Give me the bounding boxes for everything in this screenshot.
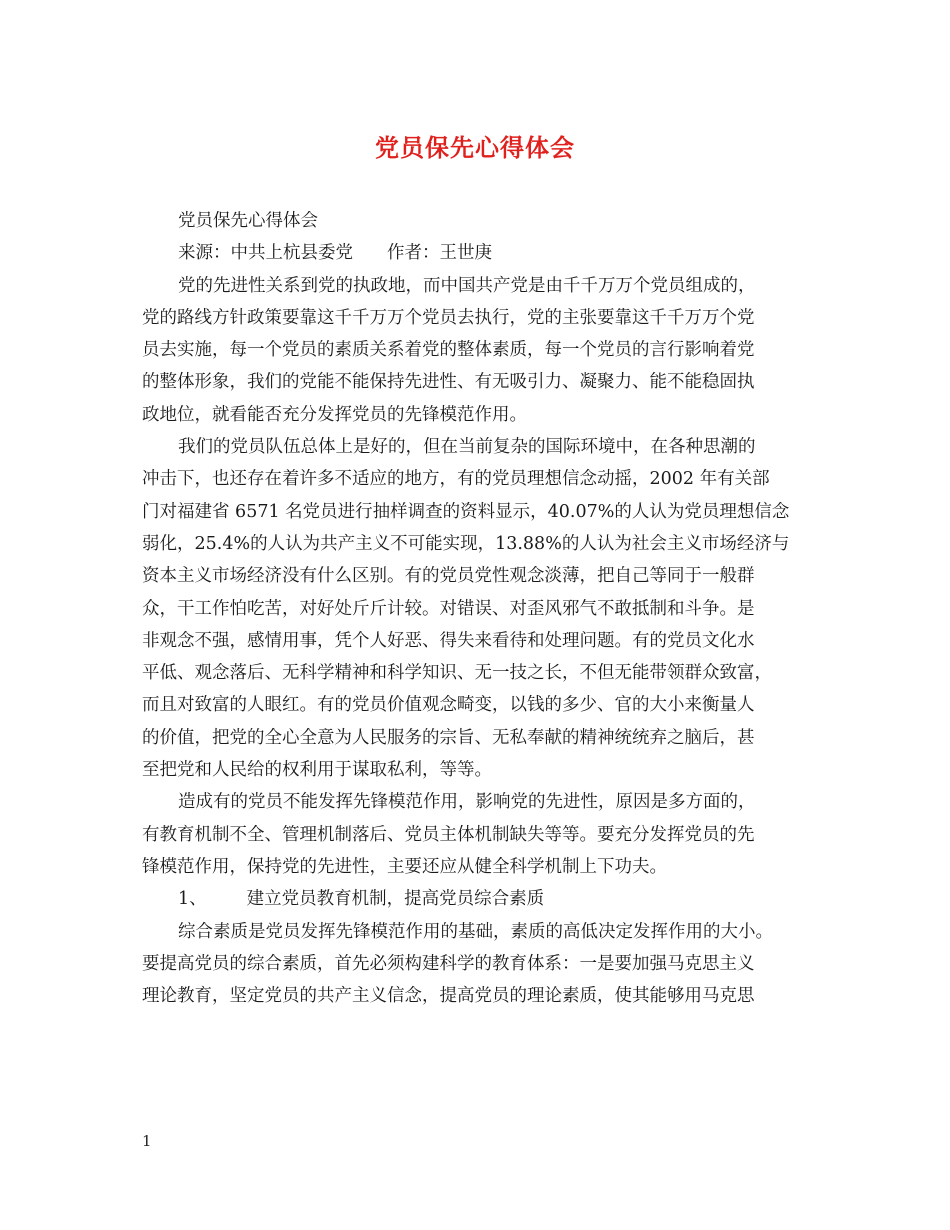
paragraph-line: 至把党和人民给的权利用于谋取私利，等等。: [142, 760, 492, 781]
paragraph-line: 的价值，把党的全心全意为人民服务的宗旨、无私奉献的精神统统弃之脑后，甚: [142, 727, 755, 748]
paragraph-line: 众，干工作怕吃苦，对好处斤斤计较。对错误、对歪风邪气不敢抵制和斗争。是: [142, 598, 755, 619]
paragraph-line: 我们的党员队伍总体上是好的，但在当前复杂的国际环境中，在各种思潮的: [178, 437, 756, 458]
paragraph-line: 造成有的党员不能发挥先锋模范作用，影响党的先进性，原因是多方面的，: [178, 792, 756, 813]
source-label: 来源：中共上杭县委党: [178, 243, 353, 264]
paragraph-line: 锋模范作用，保持党的先进性，主要还应从健全科学机制上下功夫。: [142, 856, 667, 877]
paragraph-line: 平低、观念落后、无科学精神和科学知识、无一技之长，不但无能带领群众致富，: [142, 663, 772, 684]
paragraph-line: 非观念不强，感情用事，凭个人好恶、得失来看待和处理问题。有的党员文化水: [142, 630, 755, 651]
paragraph-line: 综合素质是党员发挥先锋模范作用的基础，素质的高低决定发挥作用的大小。: [178, 921, 773, 942]
document-body: [142, 205, 814, 1012]
paragraph-line: 党的先进性关系到党的执政地，而中国共产党是由千千万万个党员组成的，: [178, 275, 756, 296]
document-title: 党员保先心得体会: [375, 133, 575, 162]
page-number: 1: [142, 1132, 152, 1150]
paragraph-line: 的整体形象，我们的党能不能保持先进性、有无吸引力、凝聚力、能不能稳固执: [142, 372, 755, 393]
paragraph-line: 有教育机制不全、管理机制落后、党员主体机制缺失等等。要充分发挥党员的先: [142, 824, 755, 845]
paragraph-line: 冲击下，也还存在着许多不适应的地方，有的党员理想信念动摇，2002 年有关部: [142, 469, 770, 490]
paragraph-line: 员去实施，每一个党员的素质关系着党的整体素质，每一个党员的言行影响着党: [142, 340, 755, 361]
section-heading-text: 建立党员教育机制，提高党员综合素质: [246, 889, 545, 910]
subtitle-line: 党员保先心得体会: [178, 211, 318, 231]
paragraph-line: 理论教育，坚定党员的共产主义信念，提高党员的理论素质，使其能够用马克思: [142, 986, 755, 1007]
author-label: 作者：王世庚: [387, 243, 492, 264]
section-heading: [142, 883, 814, 915]
paragraph-line: 而且对致富的人眼红。有的党员价值观念畸变，以钱的多少、官的大小来衡量人: [142, 695, 755, 716]
paragraph-line: 资本主义市场经济没有什么区别。有的党员党性观念淡薄，把自己等同于一般群: [142, 566, 755, 587]
paragraph-line: 政地位，就看能否充分发挥党员的先锋模范作用。: [142, 404, 527, 425]
paragraph-line: 要提高党员的综合素质，首先必须构建科学的教育体系：一是要加强马克思主义: [142, 953, 755, 974]
paragraph-line: 门对福建省 6571 名党员进行抽样调查的资料显示，40.07%的人认为党员理想信念: [142, 501, 790, 522]
paragraph-line: 弱化，25.4%的人认为共产主义不可能实现，13.88%的人认为社会主义市场经济与: [142, 533, 790, 554]
source-author-line: [142, 237, 814, 269]
section-number: 1、: [178, 889, 207, 910]
paragraph-line: 党的路线方针政策要靠这千千万万个党员去执行，党的主张要靠这千千万万个党: [142, 307, 755, 328]
